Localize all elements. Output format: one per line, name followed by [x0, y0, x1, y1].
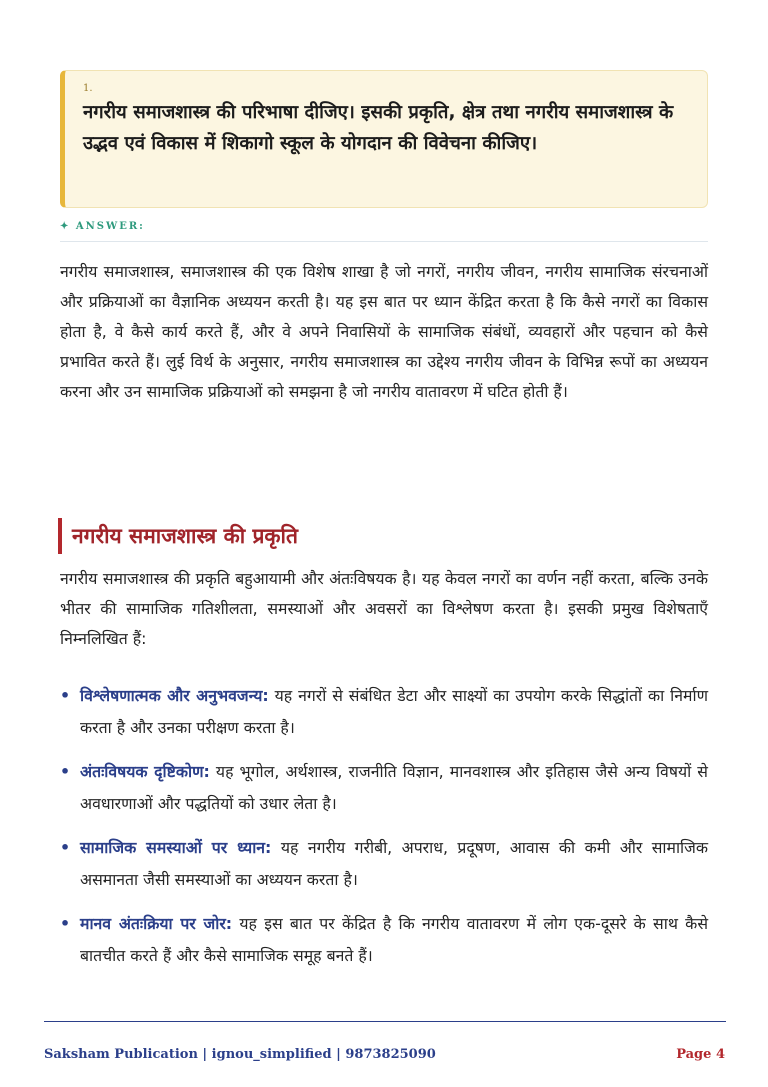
question-number: 1. [83, 83, 93, 94]
list-item [60, 908, 708, 972]
section-paragraph: नगरीय समाजशास्त्र की प्रकृति बहुआयामी और अंतःविषयक है। यह केवल नगरों का वर्णन नहीं करता, बल्कि उनके भीतर की सामाजिक गतिशीलता, समस्याओं और अवसरों का विश्लेषण करता है। इसकी प्रमुख विशेषताएँ निम्नलिखित हैं: [60, 569, 708, 648]
list-item-text: यह भूगोल, अर्थशास्त्र, राजनीति विज्ञान, मानवशास्त्र और इतिहास जैसे अन्य विषयों से अवधारणाओं और पद्धतियों को उधार लेता है। [80, 762, 708, 813]
answer-divider [60, 241, 708, 242]
list-item [60, 756, 708, 820]
bullet-icon: • [60, 838, 71, 857]
footer-publisher: Saksham Publication | ignou_simplified | 9873825090 [44, 1047, 436, 1062]
feature-list [60, 680, 708, 984]
list-item-term: अंतःविषयक दृष्टिकोण: [80, 762, 210, 781]
list-item-term: सामाजिक समस्याओं पर ध्यान: [80, 838, 272, 857]
bullet-icon: • [60, 762, 71, 781]
answer-label: ✦ ANSWER: [60, 221, 145, 232]
list-item-term: मानव अंतःक्रिया पर जोर: [80, 914, 233, 933]
list-item-text: यह नगरों से संबंधित डेटा और साक्ष्यों का उपयोग करके सिद्धांतों का निर्माण करता है और उनका परीक्षण करता है। [80, 686, 708, 737]
question-text: नगरीय समाजशास्त्र की परिभाषा दीजिए। इसकी प्रकृति, क्षेत्र तथा नगरीय समाजशास्त्र के उद्भव एवं विकास में शिकागो स्कूल के योगदान की विवेचना कीजिए। [83, 102, 674, 154]
intro-paragraph: नगरीय समाजशास्त्र, समाजशास्त्र की एक विशेष शाखा है जो नगरों, नगरीय जीवन, नगरीय सामाजिक संरचनाओं और प्रक्रियाओं का वैज्ञानिक अध्ययन करती है। यह इस बात पर ध्यान केंद्रित करता है कि कैसे नगरों का विकास होता है, वे कैसे कार्य करते हैं, और वे अपने निवासियों के सामाजिक संबंधों, व्यवहारों और पहचान को कैसे प्रभावित करते हैं। लुई विर्थ के अनुसार, नगरीय समाजशास्त्र का उद्देश्य नगरीय जीवन के विभिन्न रूपों का अध्ययन करना और उन सामाजिक प्रक्रियाओं को समझना है जो नगरीय वातावरण में घटित होती हैं। [60, 262, 708, 401]
list-item [60, 832, 708, 896]
section-heading: नगरीय समाजशास्त्र की प्रकृति [58, 518, 298, 554]
bullet-icon: • [60, 914, 71, 933]
footer-divider [44, 1021, 726, 1022]
list-item-term: विश्लेषणात्मक और अनुभवजन्य: [80, 686, 269, 705]
list-item-text: यह नगरीय गरीबी, अपराध, प्रदूषण, आवास की कमी और सामाजिक असमानता जैसी समस्याओं का अध्ययन करता है। [80, 838, 709, 889]
question-box [60, 70, 708, 208]
page-number: Page 4 [676, 1047, 725, 1062]
bullet-icon: • [60, 686, 71, 705]
list-item [60, 680, 708, 744]
list-item-text: यह इस बात पर केंद्रित है कि नगरीय वातावरण में लोग एक-दूसरे के साथ कैसे बातचीत करते हैं और कैसे सामाजिक समूह बनते हैं। [80, 914, 708, 965]
